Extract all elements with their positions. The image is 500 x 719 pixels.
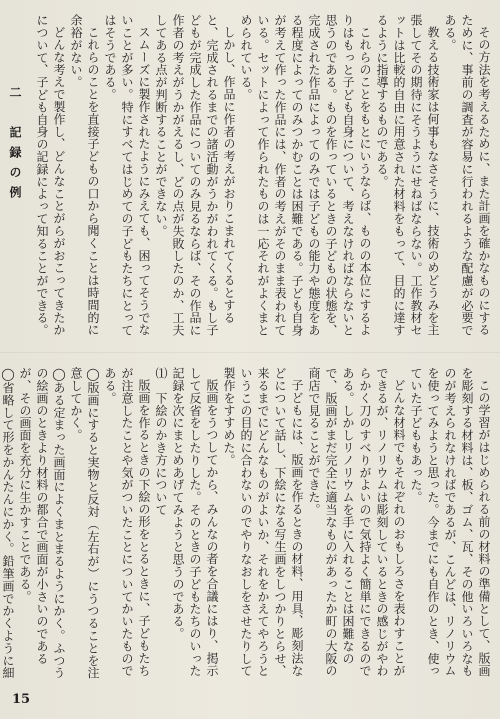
paragraph: 子どもには、版画を作るときの材料、用具、彫刻法などについて話し、下絵になる写生画をしつかりとらせ、来るまでにどんなものがよいか、それをかえてやろうというこの目的に合わないのでやりなおしをさせたりして製作をすすめた。	[222, 367, 304, 677]
subheading: ⑴ 下絵のかき方について	[154, 367, 168, 516]
paragraph: 版画を作るときの下絵の形をとるときに、子どもたちが注意したことや気がついたことについてかいたものである。	[103, 367, 151, 677]
paragraph: 版画をうつしてから、みんなの者を合議にはり、掲示して反省をしたりした。そのときの子どもたちのいった記録を次にまとめあげてみようと思うのである。	[171, 367, 219, 677]
paragraph: スムーズに製作されたようにみえても、困ってそうでないことが多い。特にすべてはじめての子どもたちにとってはそうである。	[103, 14, 151, 337]
column-divider	[0, 352, 500, 353]
bullet-item: ◯版画にすると実物と反対（左右が）にうつることを注意してかく。	[69, 367, 100, 679]
upper-text-block	[4, 14, 492, 342]
paragraph: これらのことをもとにいうならば、ものの本位にするよりはもっと子ども自身について、考えなければならないと思うのである。ものを作っているときの子どもの状態を、完成された作品によってのみでは子どもの能力や態度をある程度によってのみつかむことは困難である。子ども自身が考えて作った作品には、作者の考えがそのまま表われている。セットによって作られたものは一応それがよくまとめられている。	[239, 14, 372, 337]
paragraph: この学習がはじめられる前の材料の準備として、版画を彫刻する材料は、板、ゴム、瓦、その他いろいろなものが考えられなければであるが、こんどは、リノリウムを使ってみようと思った。今までにも自作のとき、使っていた子どももあった。	[409, 367, 491, 677]
paragraph: どんな材料でもそれぞれのおもしろさを表わすことができるが、リノリウムは彫刻しているときの感じがやわらかく刀のすべりがよいので気持よく簡単にできるのである。しかしリノリウムを手に入れることは困難なので、版画がまだ完全に適当なものがあったか町の大阪の商店で見ることができた。	[307, 367, 406, 677]
paragraph: どんな考えで製作し、どんなことがらがおこってきたかについて、子ども自身の記録によって知ることができる。	[35, 14, 66, 337]
bullet-item: ◯省略して形をかんたんにかく。鉛筆画でかくように細	[1, 367, 15, 679]
lower-text-block	[1, 367, 492, 685]
paragraph: その方法を考えるために、また計画を確かなものにするために、事前の調査が容易に行われるような配慮が必要である。	[443, 14, 491, 337]
page-number: 15	[12, 692, 31, 707]
bullet-item: ◯ある定まった画面によくまとまるようにかく。ふつうの絵画のときより材料の都合で画面が小さいのであるが、その画面を充分に生かすことである。	[18, 367, 66, 679]
paragraph: しかし、作品に作者の考えがおりこまれてくるとすると、完成されるまでの諸活動がうかがわれてくる。もし子どもが完成した作品についてのみ見るならば、その作品に作者の考えがうかがえるし、どの点が失敗したのか、工夫してある点が判断することができない。	[154, 14, 236, 337]
paragraph: 教える技術家は何事もなさそうに、技術のめどうみを主張してその期待にそうようにせねばならない。工作教材セットは比較的自由に用意された材料をもって、目的に達するように指導するものである。	[375, 14, 440, 337]
paragraph: これらのことを直接子どもの口から聞くことは時間的に余裕がない。	[69, 14, 100, 336]
section-heading: 二 記録の例	[8, 86, 22, 206]
